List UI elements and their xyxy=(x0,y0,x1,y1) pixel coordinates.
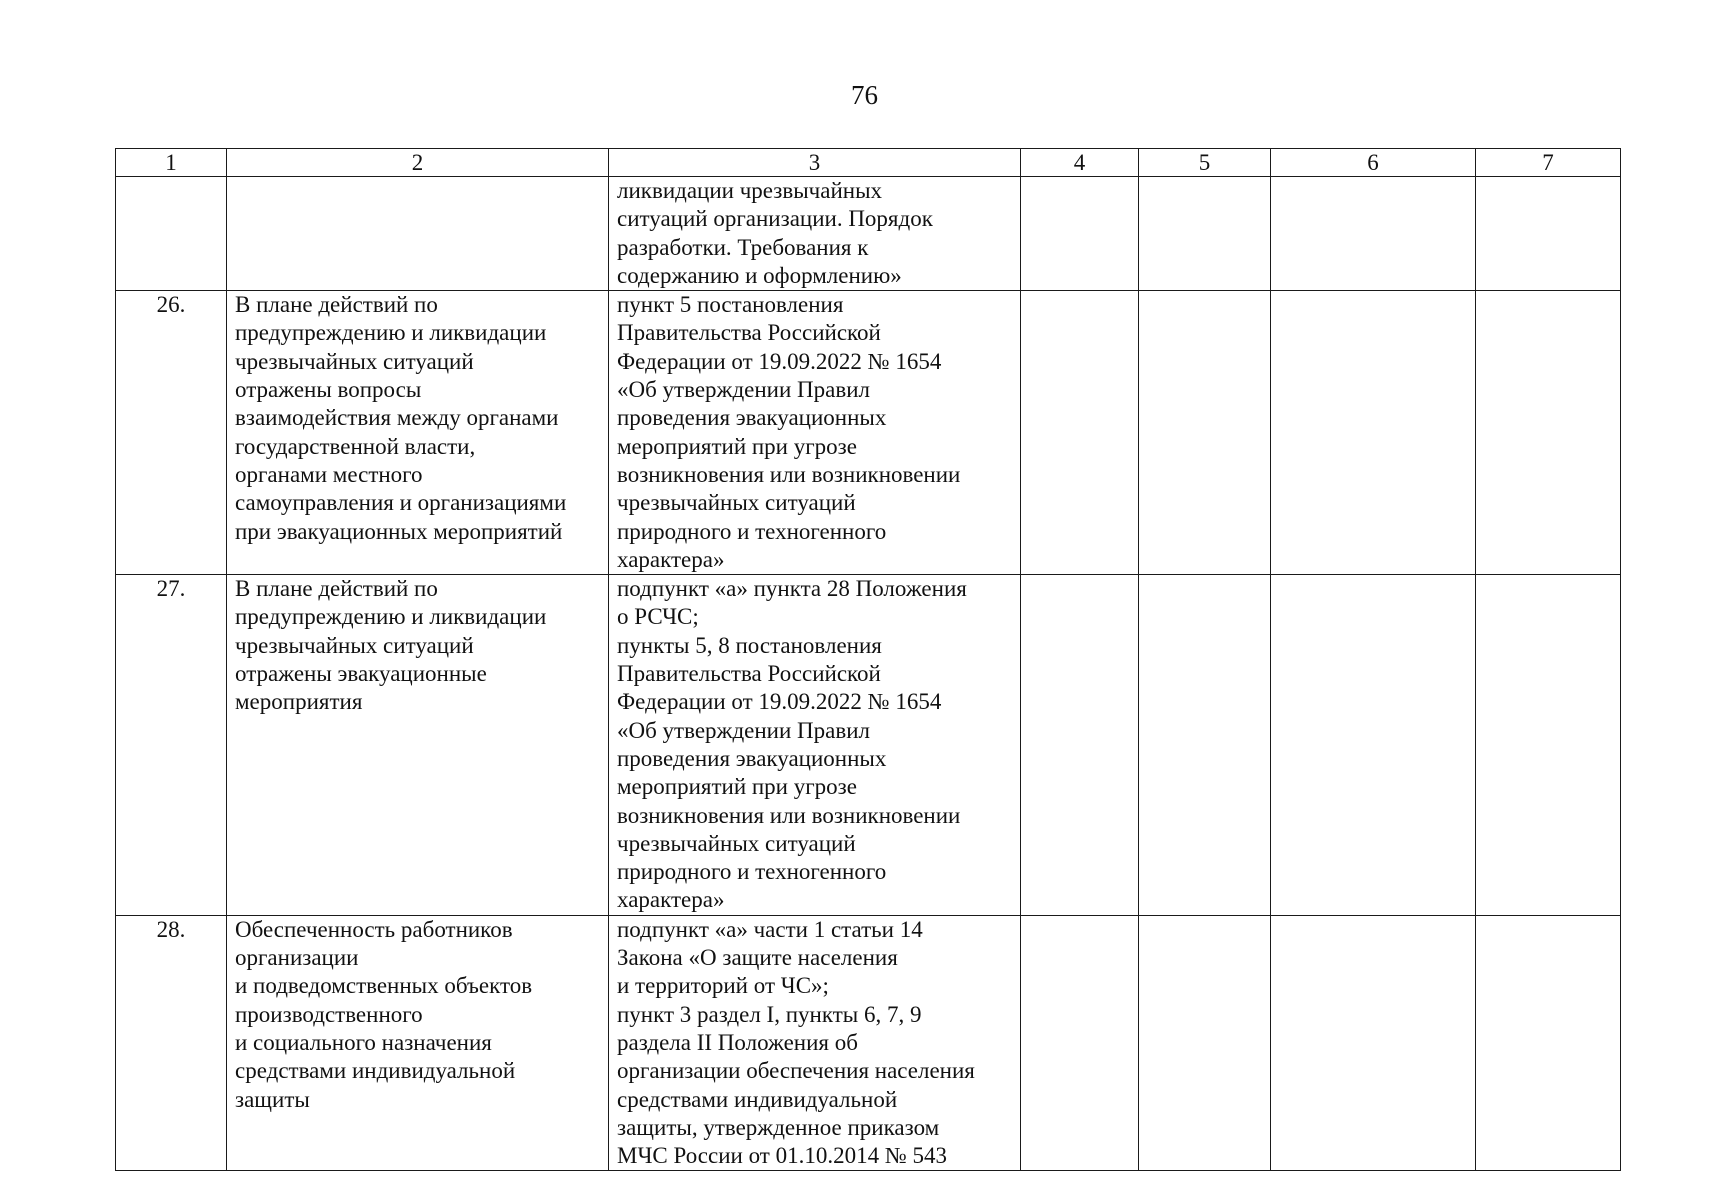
basis-cell xyxy=(609,177,1021,291)
basis-text: ликвидации чрезвычайных ситуаций организации. Порядок разработки. Требования к содержанию и оформлению» xyxy=(617,178,933,288)
empty-cell xyxy=(1476,915,1621,1171)
basis-cell xyxy=(609,915,1021,1171)
basis-text: подпункт «а» части 1 статьи 14 Закона «О защите населения и территорий от ЧС»; пункт 3 раздел I, пункты 6, 7, 9 раздела II Положения об организации обеспечения населения средствами индивидуальной защиты, утвержденное приказом МЧС России от 01.10.2014 № 543 xyxy=(617,916,975,1169)
row-number xyxy=(116,177,227,291)
requirement-cell xyxy=(227,575,609,916)
column-number-row xyxy=(116,149,1621,177)
column-number-7: 7 xyxy=(1476,149,1621,177)
basis-cell xyxy=(609,291,1021,575)
column-number-2: 2 xyxy=(227,149,609,177)
empty-cell xyxy=(1021,291,1139,575)
requirement-text: В плане действий по предупреждению и ликвидации чрезвычайных ситуаций отражены вопросы взаимодействия между органами государственной власти, органами местного самоуправления и организациями при эвакуационных мероприятий xyxy=(235,292,567,544)
requirement-cell xyxy=(227,915,609,1171)
empty-cell xyxy=(1021,575,1139,916)
empty-cell xyxy=(1271,177,1476,291)
empty-cell xyxy=(1021,177,1139,291)
requirement-cell xyxy=(227,291,609,575)
basis-text: подпункт «а» пункта 28 Положения о РСЧС; пункты 5, 8 постановления Правительства Российской Федерации от 19.09.2022 № 1654 «Об утверждении Правил проведения эвакуационных мероприятий при угрозе возникновения или возникновении чрезвычайных ситуаций природного и техногенного характера» xyxy=(617,576,967,913)
column-number-1: 1 xyxy=(116,149,227,177)
table-row xyxy=(116,291,1621,575)
column-number-5: 5 xyxy=(1139,149,1271,177)
requirement-cell xyxy=(227,177,609,291)
row-number: 27. xyxy=(116,575,227,916)
column-number-6: 6 xyxy=(1271,149,1476,177)
page-number: 76 xyxy=(851,80,878,110)
empty-cell xyxy=(1139,575,1271,916)
empty-cell xyxy=(1139,915,1271,1171)
column-number-3: 3 xyxy=(609,149,1021,177)
row-number: 28. xyxy=(116,915,227,1171)
basis-text: пункт 5 постановления Правительства Российской Федерации от 19.09.2022 № 1654 «Об утверждении Правил проведения эвакуационных мероприятий при угрозе возникновения или возникновении чрезвычайных ситуаций природного и техногенного характера» xyxy=(617,292,961,572)
column-number-4: 4 xyxy=(1021,149,1139,177)
empty-cell xyxy=(1271,915,1476,1171)
empty-cell xyxy=(1139,291,1271,575)
row-number: 26. xyxy=(116,291,227,575)
empty-cell xyxy=(1271,291,1476,575)
empty-cell xyxy=(1476,575,1621,916)
requirement-text: В плане действий по предупреждению и ликвидации чрезвычайных ситуаций отражены эвакуационные мероприятия xyxy=(235,576,547,715)
empty-cell xyxy=(1476,291,1621,575)
basis-cell xyxy=(609,575,1021,916)
table-row xyxy=(116,915,1621,1171)
empty-cell xyxy=(1271,575,1476,916)
empty-cell xyxy=(1476,177,1621,291)
empty-cell xyxy=(1021,915,1139,1171)
empty-cell xyxy=(1139,177,1271,291)
table-row xyxy=(116,177,1621,291)
requirement-text: Обеспеченность работников организации и подведомственных объектов производственного и социального назначения средствами индивидуальной защиты xyxy=(235,916,533,1112)
checklist-table xyxy=(115,148,1621,1171)
table-row xyxy=(116,575,1621,916)
